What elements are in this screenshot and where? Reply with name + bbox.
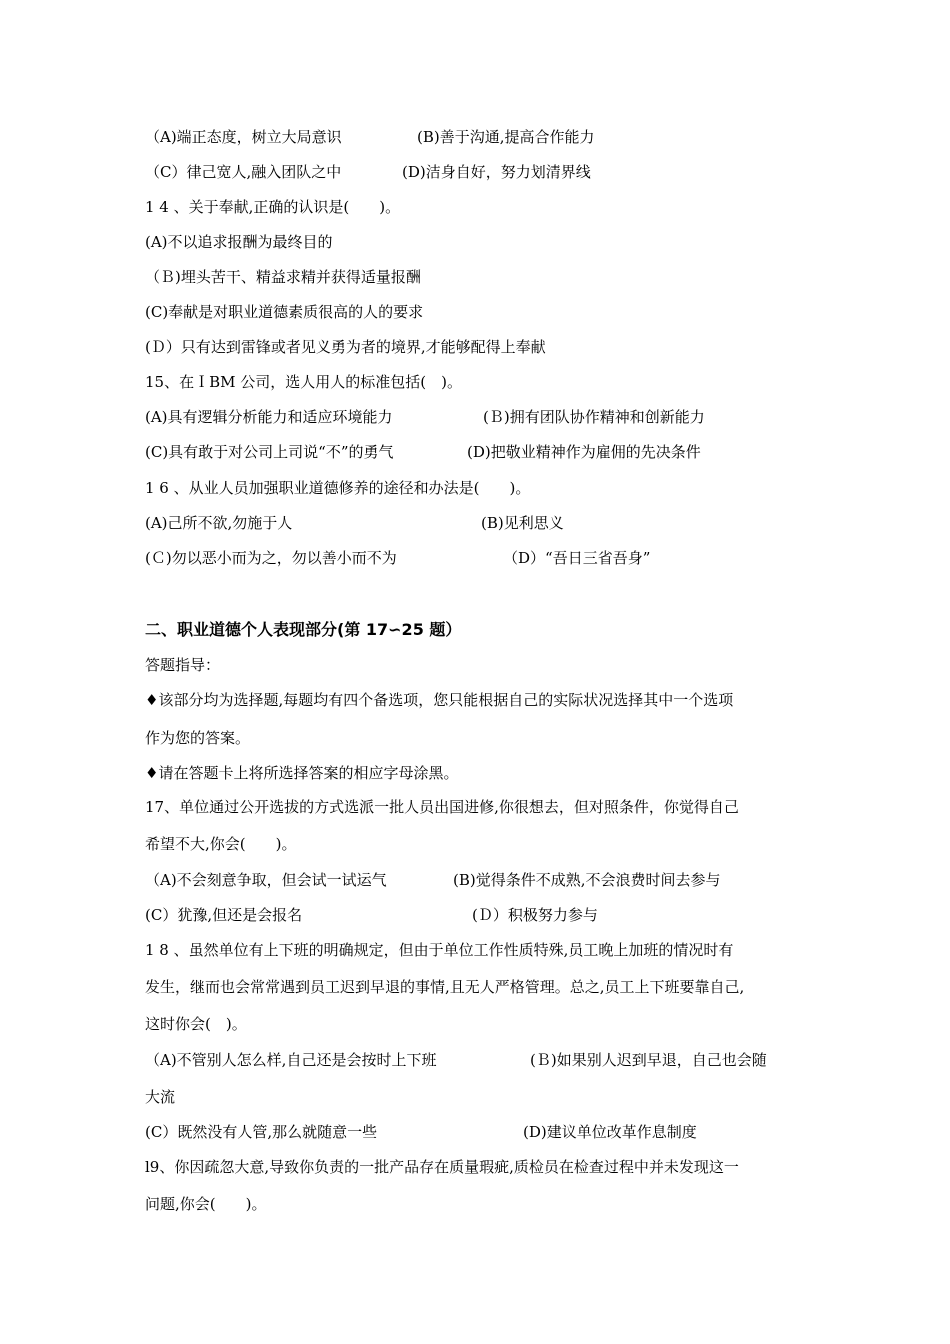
q18-option-b: (Ｂ)如果别人迟到早退，自己也会随 xyxy=(530,1051,767,1069)
q18-option-a: （A)不管别人怎么样,自己还是会按时上下班 xyxy=(145,1051,437,1069)
q15-option-a: (A)具有逻辑分析能力和适应环境能力 xyxy=(145,408,393,426)
q17-option-b: (B)觉得条件不成熟,不会浪费时间去参与 xyxy=(453,871,721,889)
q15-option-b: (Ｂ)拥有团队协作精神和创新能力 xyxy=(483,408,705,426)
q15-option-c: (C)具有敢于对公司上司说“不”的勇气 xyxy=(145,443,394,461)
q17-options-row-1 xyxy=(145,870,721,890)
q17-option-a: （A)不会刻意争取，但会试一试运气 xyxy=(145,871,387,889)
q17-option-d: (Ｄ）积极努力参与 xyxy=(472,906,598,924)
q14-option-c: (C)奉献是对职业道德素质很高的人的要求 xyxy=(145,303,424,321)
section-heading: 二、职业道德个人表现部分(第 17∽25 题） xyxy=(145,620,462,639)
q13-options-row-1 xyxy=(145,127,595,147)
q13-option-d: (D)洁身自好，努力划清界线 xyxy=(402,163,591,181)
q13-options-row-2 xyxy=(145,162,591,182)
q13-option-c: （C）律己宽人,融入团队之中 xyxy=(145,163,342,181)
q18-option-d: (D)建议单位改革作息制度 xyxy=(523,1123,697,1141)
q16-option-a: (A)己所不欲,勿施于人 xyxy=(145,514,293,532)
q17-options-row-2 xyxy=(145,905,598,925)
q15-stem: 15、在ＩBM 公司，选人用人的标准包括( )。 xyxy=(145,373,462,391)
q16-option-c: (Ｃ)勿以恶小而为之，勿以善小而不为 xyxy=(145,549,397,567)
q16-option-d: （D）“吾日三省吾身” xyxy=(503,549,651,567)
q18-stem-line-2: 发生，继而也会常常遇到员工迟到早退的事情,且无人严格管理。总之,员工上下班要靠自己, xyxy=(145,978,745,996)
q16-options-row-1 xyxy=(145,513,564,533)
q13-option-b: (B)善于沟通,提高合作能力 xyxy=(417,128,595,146)
q18-option-b-continued: 大流 xyxy=(145,1088,176,1106)
q17-stem-line-2: 希望不大,你会( )。 xyxy=(145,835,297,853)
guide-item-2: ♦请在答题卡上将所选择答案的相应字母涂黑。 xyxy=(145,764,459,782)
q13-option-a: （A)端正态度，树立大局意识 xyxy=(145,128,342,146)
guide-item-1-line-2: 作为您的答案。 xyxy=(145,729,251,747)
q18-stem-line-1: 1 8 、虽然单位有上下班的明确规定，但由于单位工作性质特殊,员工晚上加班的情况时有 xyxy=(145,941,734,959)
q16-option-b: (B)见利思义 xyxy=(481,514,564,532)
q18-stem-line-3: 这时你会( )。 xyxy=(145,1015,247,1033)
q14-option-b: （Ｂ)埋头苦干、精益求精并获得适量报酬 xyxy=(145,268,421,286)
q16-options-row-2 xyxy=(145,548,651,568)
q18-options-row-2 xyxy=(145,1122,697,1142)
q18-option-c: (C）既然没有人管,那么就随意一些 xyxy=(145,1123,378,1141)
q16-stem: 1 6 、从业人员加强职业道德修养的途径和办法是( )。 xyxy=(145,479,531,497)
q15-options-row-1 xyxy=(145,407,705,427)
q19-stem-line-2: 问题,你会( )。 xyxy=(145,1195,267,1213)
q17-option-c: (C）犹豫,但还是会报名 xyxy=(145,906,303,924)
q14-option-d: (Ｄ）只有达到雷锋或者见义勇为者的境界,才能够配得上奉献 xyxy=(145,338,546,356)
q14-stem: 1 4 、关于奉献,正确的认识是( )。 xyxy=(145,198,401,216)
q15-option-d: (D)把敬业精神作为雇佣的先决条件 xyxy=(467,443,701,461)
q17-stem-line-1: 17、单位通过公开选拔的方式选派一批人员出国进修,你很想去，但对照条件，你觉得自己 xyxy=(145,798,739,816)
q14-option-a: (A)不以追求报酬为最终目的 xyxy=(145,233,333,251)
q19-stem-line-1: l9、你因疏忽大意,导致你负责的一批产品存在质量瑕疵,质检员在检查过程中并未发现这一 xyxy=(145,1158,739,1176)
guide-item-1-line-1: ♦该部分均为选择题,每题均有四个备选项，您只能根据自己的实际状况选择其中一个选项 xyxy=(145,691,734,709)
guide-title: 答题指导： xyxy=(145,656,221,674)
q18-options-row-1 xyxy=(145,1050,767,1070)
q15-options-row-2 xyxy=(145,442,701,462)
